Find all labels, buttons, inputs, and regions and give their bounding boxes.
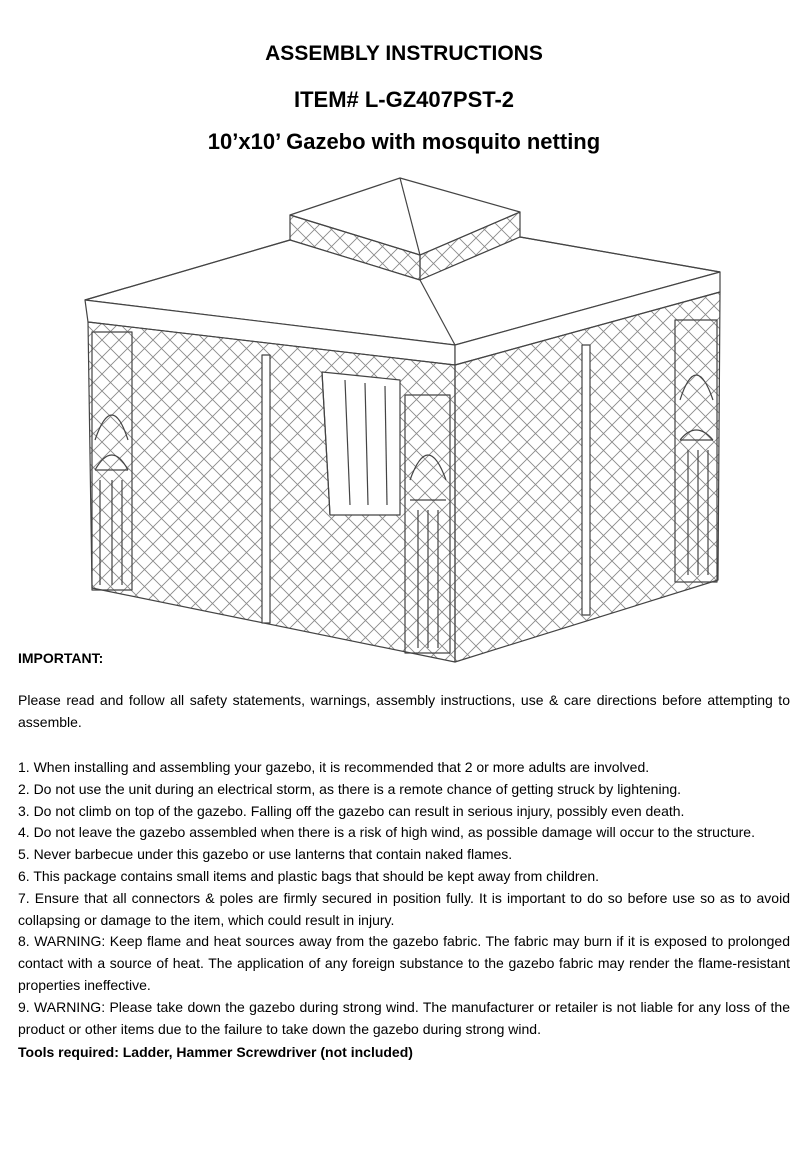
open-entrance xyxy=(322,372,400,515)
safety-item: 8. WARNING: Keep flame and heat sources away from the gazebo fabric. The fabric may burn if it is exposed to prolonged contact with a source of heat. The application of any foreign substance to the gazebo fabric may render the flame-resistant properties ineffective. xyxy=(18,933,790,993)
safety-item: 6. This package contains small items and plastic bags that should be kept away from children. xyxy=(18,867,600,884)
safety-item: 5. Never barbecue under this gazebo or use lanterns that contain naked flames. xyxy=(18,846,513,863)
gazebo-illustration xyxy=(75,168,735,668)
post-front-center xyxy=(262,355,270,623)
post-side-center xyxy=(582,345,590,615)
safety-item: 7. Ensure that all connectors & poles are firmly secured in position fully. It is important to do so before use so as to avoid collapsing or damage to the item, which could result in injury. xyxy=(18,889,790,928)
safety-list xyxy=(18,757,790,1040)
document-title: ASSEMBLY INSTRUCTIONS xyxy=(265,42,543,65)
tools-required: Tools required: Ladder, Hammer Screwdriver (not included) xyxy=(18,1044,413,1060)
safety-item: 9. WARNING: Please take down the gazebo during strong wind. The manufacturer or retailer is not liable for any loss of the product or other items due to the failure to take down the gazebo during strong wind. xyxy=(18,998,790,1037)
safety-item: 2. Do not use the unit during an electrical storm, as there is a remote chance of getting struck by lightening. xyxy=(18,780,682,797)
product-name: 10’x10’ Gazebo with mosquito netting xyxy=(207,129,601,154)
safety-item: 1. When installing and assembling your gazebo, it is recommended that 2 or more adults are involved. xyxy=(18,759,650,775)
safety-item: 3. Do not climb on top of the gazebo. Falling off the gazebo can result in serious injury, possibly even death. xyxy=(18,802,685,819)
safety-item: 4. Do not leave the gazebo assembled when there is a risk of high wind, as possible damage will occur to the structure. xyxy=(18,824,755,841)
item-number: ITEM# L-GZ407PST-2 xyxy=(293,87,515,112)
important-heading: IMPORTANT: xyxy=(18,650,104,666)
intro-paragraph: Please read and follow all safety statements, warnings, assembly instructions, use & care directions before attempting to assemble. xyxy=(18,692,790,730)
